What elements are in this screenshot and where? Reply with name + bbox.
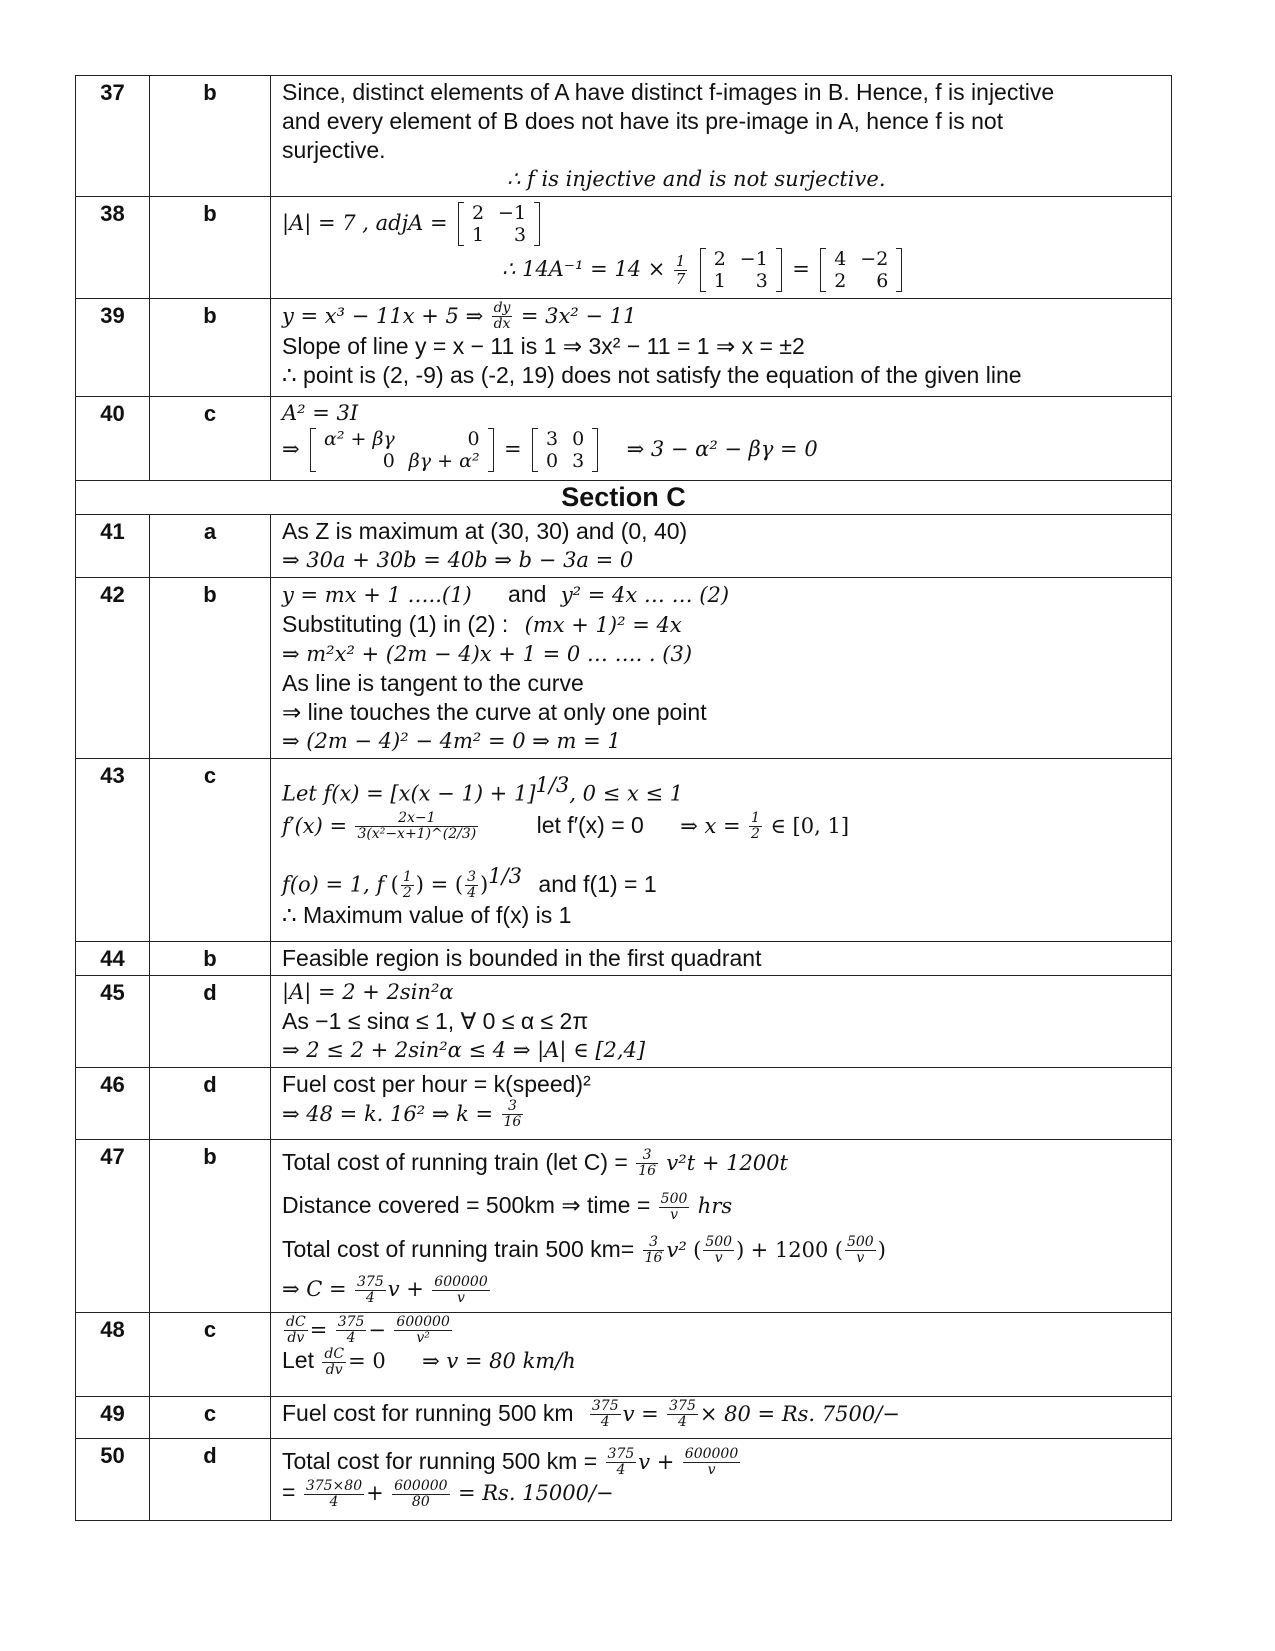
answer-option: d	[150, 1068, 271, 1140]
solution-line: ⇒ m²x² + (2m − 4)x + 1 = 0 … …. . (3)	[282, 642, 693, 666]
solution-line: y = x³ − 11x + 5 ⇒	[282, 304, 484, 328]
matrix-a-squared: α² + βγ 0 0 βγ + α²	[310, 428, 494, 472]
question-number: 48	[76, 1313, 150, 1397]
solution-line: ⇒ 3 − α² − βγ = 0	[626, 437, 818, 462]
fraction: $\frac{dC}{dv}$	[286, 1314, 306, 1347]
solution-line: ⇒ 2 ≤ 2 + 2sin²α ≤ 4 ⇒ |A| ∈ [2,4]	[282, 1038, 646, 1062]
question-number: 45	[76, 976, 150, 1068]
table-row	[76, 76, 1172, 197]
table-row	[76, 1439, 1172, 1521]
question-number: 49	[76, 1397, 150, 1439]
matrix-adj-a: 2 −1 1 3	[700, 248, 782, 292]
fraction: $\frac{500}{v}$	[705, 1234, 733, 1267]
table-row	[76, 759, 1172, 942]
matrix-3i: 3 0 0 3	[532, 428, 598, 472]
solution-cell: Let $f(x) = [x(x - 1) + 1]^{1/3}$, 0 ≤ x ≤ 1 f′(x) = $\frac{2x-1}{\text{3(x²−x+1)\textasciicircum{}(2/3)}}$ let f′(x) = 0 ⇒ x = $\frac{1}{2}$ ∈ [0, 1] f(o) = 1, f ( $\frac{1}{2}$ ) = ( $\frac{3}{4}$ )$^{1/3}$ and f(1) = 1 ∴ Maximum value of f(x) is 1	[271, 759, 1172, 942]
solution-line: × 80 = Rs. 7500/−	[699, 1402, 900, 1426]
solution-line: ∴ point is (2, -9) as (-2, 19) does not satisfy the equation of the given line	[282, 362, 1022, 389]
fraction: $\frac{375}{4}$	[591, 1398, 619, 1431]
question-number: 46	[76, 1068, 150, 1140]
solution-line: Total cost of running train (let C) =	[282, 1149, 628, 1175]
answer-option: c	[150, 397, 271, 481]
solution-line: ⇒ v = 80 km/h	[422, 1349, 576, 1374]
question-number: 50	[76, 1439, 150, 1521]
section-row	[76, 481, 1172, 515]
solution-line: v =	[622, 1402, 659, 1426]
table-row	[76, 1068, 1172, 1140]
table-row	[76, 515, 1172, 578]
fraction: $\frac{375}{4}$	[337, 1314, 365, 1347]
solution-cell	[271, 942, 1172, 976]
question-number: 41	[76, 515, 150, 578]
table-row	[76, 1140, 1172, 1313]
solution-line: y = mx + 1 …..(1)	[282, 583, 472, 607]
solution-cell	[271, 515, 1172, 578]
solution-cell: Total cost for running 500 km = $\frac{375}{4}$ v + $\frac{600000}{v}$ = $\frac{375\times 80}{4}$ + $\frac{600000}{80}$ = Rs. 15000/−	[271, 1439, 1172, 1521]
solution-line: ∈ [0, 1]	[770, 813, 850, 838]
question-number: 42	[76, 578, 150, 759]
solution-cell: |A| = 7 , adjA = 2 −1 1 3 ∴ 14A⁻¹ = 14 × $\frac{1}{7}$ 2 −1 1 3 = 4 −2 2 6	[271, 197, 1172, 299]
solution-cell	[271, 578, 1172, 759]
answer-option: b	[150, 942, 271, 976]
answer-option: b	[150, 76, 271, 197]
solution-line: ⇒ line touches the curve at only one point	[282, 699, 707, 725]
fraction: $\frac{3}{16}$	[638, 1147, 657, 1180]
question-number: 39	[76, 299, 150, 397]
solution-line: = 0	[348, 1349, 386, 1374]
exponent: 1/3	[535, 773, 570, 797]
answer-option: c	[150, 1397, 271, 1439]
question-number: 43	[76, 759, 150, 942]
solution-line: Substituting (1) in (2) :	[282, 611, 509, 637]
answer-option: b	[150, 1140, 271, 1313]
solution-line: Fuel cost for running 500 km	[282, 1400, 574, 1426]
solution-line: and every element of B does not have its pre-image in A, hence f is not	[282, 108, 1004, 134]
solution-line: Let f(x) = [x(x − 1) + 1]	[282, 781, 536, 806]
solution-cell: Total cost of running train (let C) = $\frac{3}{16}$ v²t + 1200t Distance covered = 500km ⇒ time = $\frac{500}{v}$ hrs Total cost of running train 500 km= $\frac{3}{16}$ v² ( $\frac{500}{v}$ ) + 1200 ( $\frac{500}{v}$ ) ⇒ C = $\frac{375}{4}$ v + $\frac{600000}{v}$	[271, 1140, 1172, 1313]
solution-line: As Z is maximum at (30, 30) and (0, 40)	[282, 518, 688, 544]
fraction: $\frac{1}{2}$	[751, 810, 760, 843]
answer-option: b	[150, 299, 271, 397]
fraction: $\frac{600000}{v}$	[684, 1446, 739, 1479]
solution-cell	[271, 976, 1172, 1068]
solution-line: A² = 3I	[282, 401, 359, 425]
fraction: $\frac{3}{16}$	[503, 1098, 522, 1131]
fraction: $\frac{375}{4}$	[669, 1398, 696, 1431]
solution-cell	[271, 76, 1172, 197]
fraction: $\frac{600000}{v}$	[434, 1273, 488, 1306]
solution-line: ⇒ 48 = k. 16² ⇒ k =	[282, 1102, 494, 1126]
fraction: $\frac{dy}{dx}$	[493, 300, 511, 333]
solution-line: + 1200	[750, 1237, 829, 1262]
solution-line: ⇒ C =	[282, 1277, 347, 1302]
solution-cell	[271, 1397, 1172, 1439]
solution-line: ∴ 14A⁻¹ = 14 ×	[502, 257, 666, 282]
solution-line: As line is tangent to the curve	[282, 670, 584, 696]
solution-line: Total cost of running train 500 km=	[282, 1235, 635, 1262]
matrix-result: 4 −2 2 6	[820, 248, 902, 292]
fraction: $\frac{3}{16}$	[644, 1234, 663, 1267]
solution-line: surjective.	[282, 137, 386, 163]
conclusion-line: ∴ f is injective and is not surjective.	[507, 167, 886, 191]
solution-line: v +	[638, 1450, 675, 1474]
solution-line: f(o) = 1, f	[282, 872, 385, 897]
fraction: $\frac{375}{4}$	[357, 1273, 384, 1306]
solution-line: and f(1) = 1	[538, 870, 657, 897]
solution-line: = 3x² − 11	[520, 304, 637, 328]
table-row	[76, 197, 1172, 299]
fraction: $\frac{600000}{80}$	[394, 1477, 448, 1510]
table-row	[76, 299, 1172, 397]
solution-line: =	[282, 1479, 296, 1506]
answer-option: b	[150, 578, 271, 759]
solution-line: |A| = 7 , adjA =	[282, 211, 448, 236]
answer-option: c	[150, 1313, 271, 1397]
solution-line: Feasible region is bounded in the first quadrant	[282, 945, 762, 971]
question-number: 47	[76, 1140, 150, 1313]
answer-option: d	[150, 1439, 271, 1521]
solution-line: hrs	[697, 1194, 733, 1219]
question-number: 40	[76, 397, 150, 481]
fraction: $\frac{2x-1}{\text{3(x²−x+1)\textasciicircum{}(2/3)}}$	[357, 810, 477, 843]
matrix-adj-a: 2 −1 1 3	[458, 202, 540, 246]
fraction: $\frac{500}{v}$	[660, 1190, 688, 1223]
fraction: $\frac{3}{4}$	[467, 869, 477, 902]
solution-line: f′(x) =	[282, 813, 348, 838]
fraction: $\frac{375\times 80}{4}$	[305, 1477, 363, 1510]
answer-option: b	[150, 197, 271, 299]
solution-cell	[271, 1068, 1172, 1140]
fraction: $\frac{1}{2}$	[402, 869, 412, 902]
solution-line: |A| = 2 + 2sin²α	[282, 980, 454, 1004]
section-title: Section C	[76, 481, 1172, 515]
solution-cell	[271, 299, 1172, 397]
answer-option: a	[150, 515, 271, 578]
solution-line: and	[508, 581, 547, 607]
table-row	[76, 1313, 1172, 1397]
table-row	[76, 578, 1172, 759]
table-row	[76, 397, 1172, 481]
solution-line: Let	[282, 1347, 314, 1374]
solution-line: let f′(x) = 0	[536, 811, 644, 838]
fraction: $\frac{600000}{\text{v²}}$	[396, 1314, 450, 1347]
fraction: $\frac{dC}{dv}$	[324, 1345, 345, 1378]
fraction: $\frac{1}{7}$	[675, 251, 686, 288]
solution-line: ⇒ (2m − 4)² − 4m² = 0 ⇒ m = 1	[282, 729, 621, 753]
solution-line: = Rs. 15000/−	[457, 1481, 614, 1506]
question-number: 38	[76, 197, 150, 299]
solution-line: , 0 ≤ x ≤ 1	[569, 781, 684, 806]
fraction: $\frac{500}{v}$	[846, 1234, 874, 1267]
solution-line: Slope of line y = x − 11 is 1 ⇒ 3x² − 11 = 1 ⇒ x = ±2	[282, 333, 805, 360]
answer-option: c	[150, 759, 271, 942]
answer-table	[75, 75, 1172, 1521]
answer-option: d	[150, 976, 271, 1068]
solution-line: ∴ Maximum value of f(x) is 1	[282, 902, 572, 929]
question-number: 37	[76, 76, 150, 197]
solution-line: v²t + 1200t	[666, 1151, 788, 1175]
solution-line: ⇒ x =	[680, 813, 741, 838]
solution-line: Distance covered = 500km ⇒ time =	[282, 1192, 651, 1219]
solution-line: (mx + 1)² = 4x	[524, 613, 682, 637]
solution-line: y² = 4x … … (2)	[560, 583, 730, 607]
solution-line: Total cost for running 500 km =	[282, 1448, 598, 1474]
question-number: 44	[76, 942, 150, 976]
table-row	[76, 942, 1172, 976]
solution-line: ⇒ 30a + 30b = 40b ⇒ b − 3a = 0	[282, 548, 634, 572]
table-row	[76, 1397, 1172, 1439]
solution-line: Since, distinct elements of A have distinct f-images in B. Hence, f is injective	[282, 79, 1055, 105]
solution-line: Fuel cost per hour = k(speed)²	[282, 1071, 591, 1097]
table-row	[76, 976, 1172, 1068]
solution-line: As −1 ≤ sinα ≤ 1, ∀ 0 ≤ α ≤ 2π	[282, 1008, 589, 1034]
solution-cell: $\frac{dC}{dv}$ = $\frac{375}{4}$ − $\frac{600000}{\text{v²}}$ Let $\frac{dC}{dv}$ = 0 ⇒ v = 80 km/h	[271, 1313, 1172, 1397]
fraction: $\frac{375}{4}$	[607, 1446, 635, 1479]
solution-cell: A² = 3I ⇒ α² + βγ 0 0 βγ + α² = 3 0 0 3 ⇒ 3 − α² − βγ = 0	[271, 397, 1172, 481]
